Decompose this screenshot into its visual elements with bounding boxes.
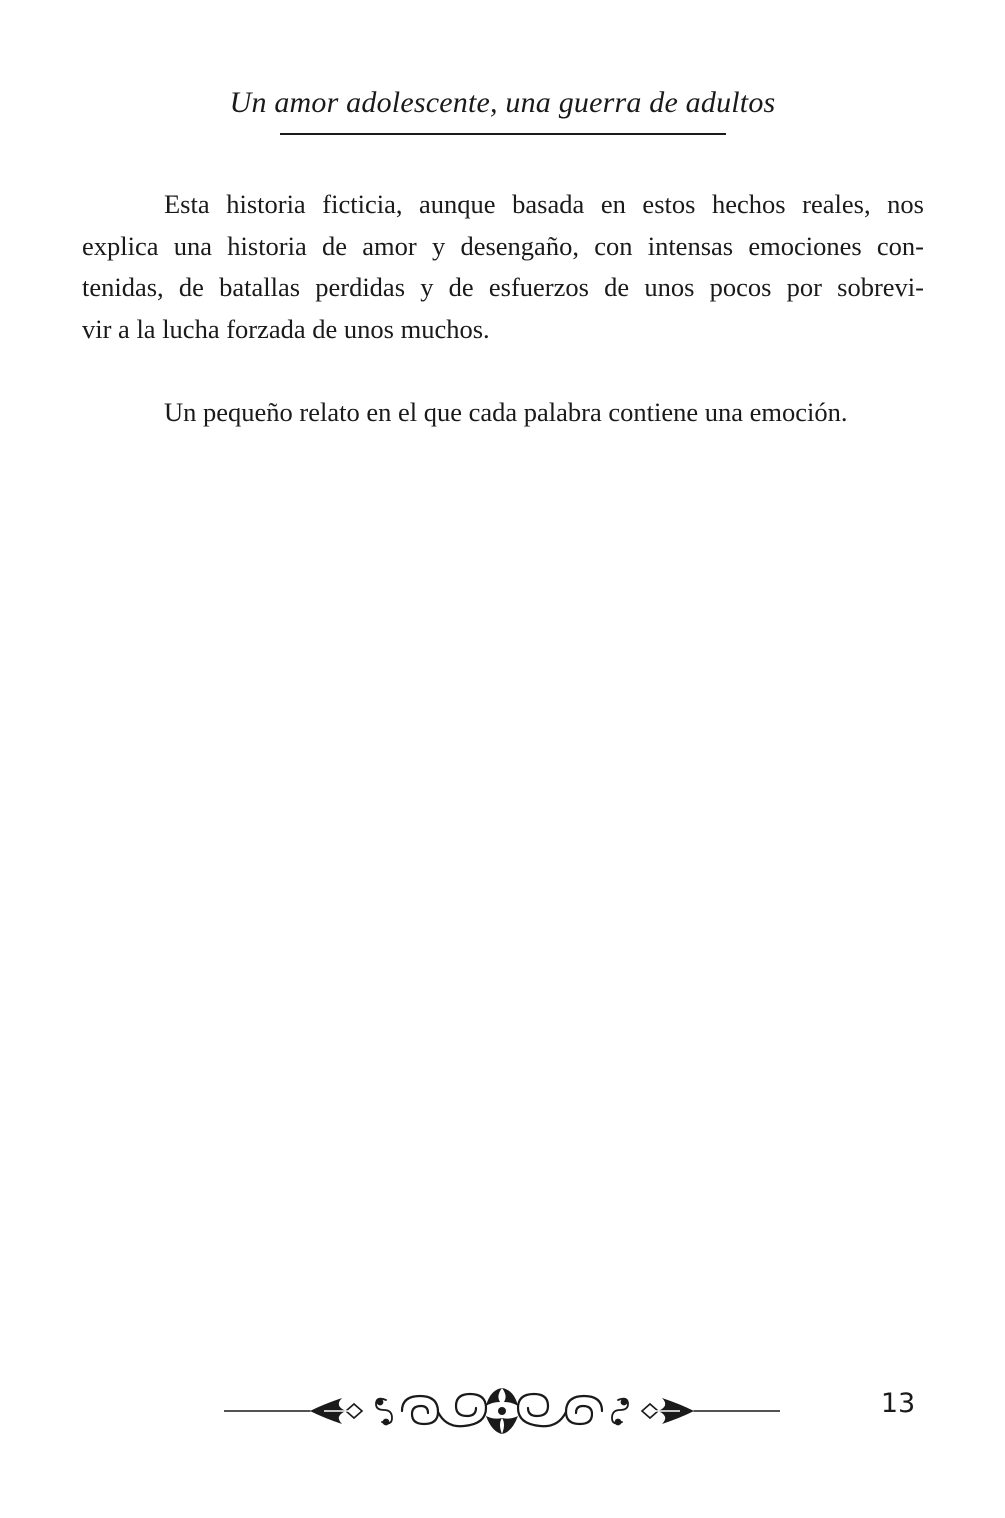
running-header-title: Un amor adolescente, una guerra de adultos [229,86,776,119]
center-flourish [486,1388,518,1434]
header-rule [280,133,726,135]
paragraph-1 [82,184,924,350]
paragraph-gap [82,350,924,392]
paragraph-1-line-2: explica una historia de amor y desengaño, con intensas emociones con- [82,230,924,261]
paragraph-1-line-3: tenidas, de batallas perdidas y de esfuerzos de unos pocos por sobrevi- [82,272,924,302]
page-number: 13 [880,1388,916,1419]
left-diamond [310,1398,362,1424]
paragraph-2 [82,392,924,434]
paragraph-1-line-1: Esta historia ficticia, aunque basada en estos hechos reales, nos [164,189,924,219]
right-diamond [642,1398,694,1424]
body-text [82,184,924,433]
paragraph-1-line-4: vir a la lucha forzada de unos muchos. [82,313,490,344]
scroll-flourish-ornament-icon [224,1382,780,1440]
paragraph-2-line-1: Un pequeño relato en el que cada palabra contiene una emoción. [164,396,848,427]
